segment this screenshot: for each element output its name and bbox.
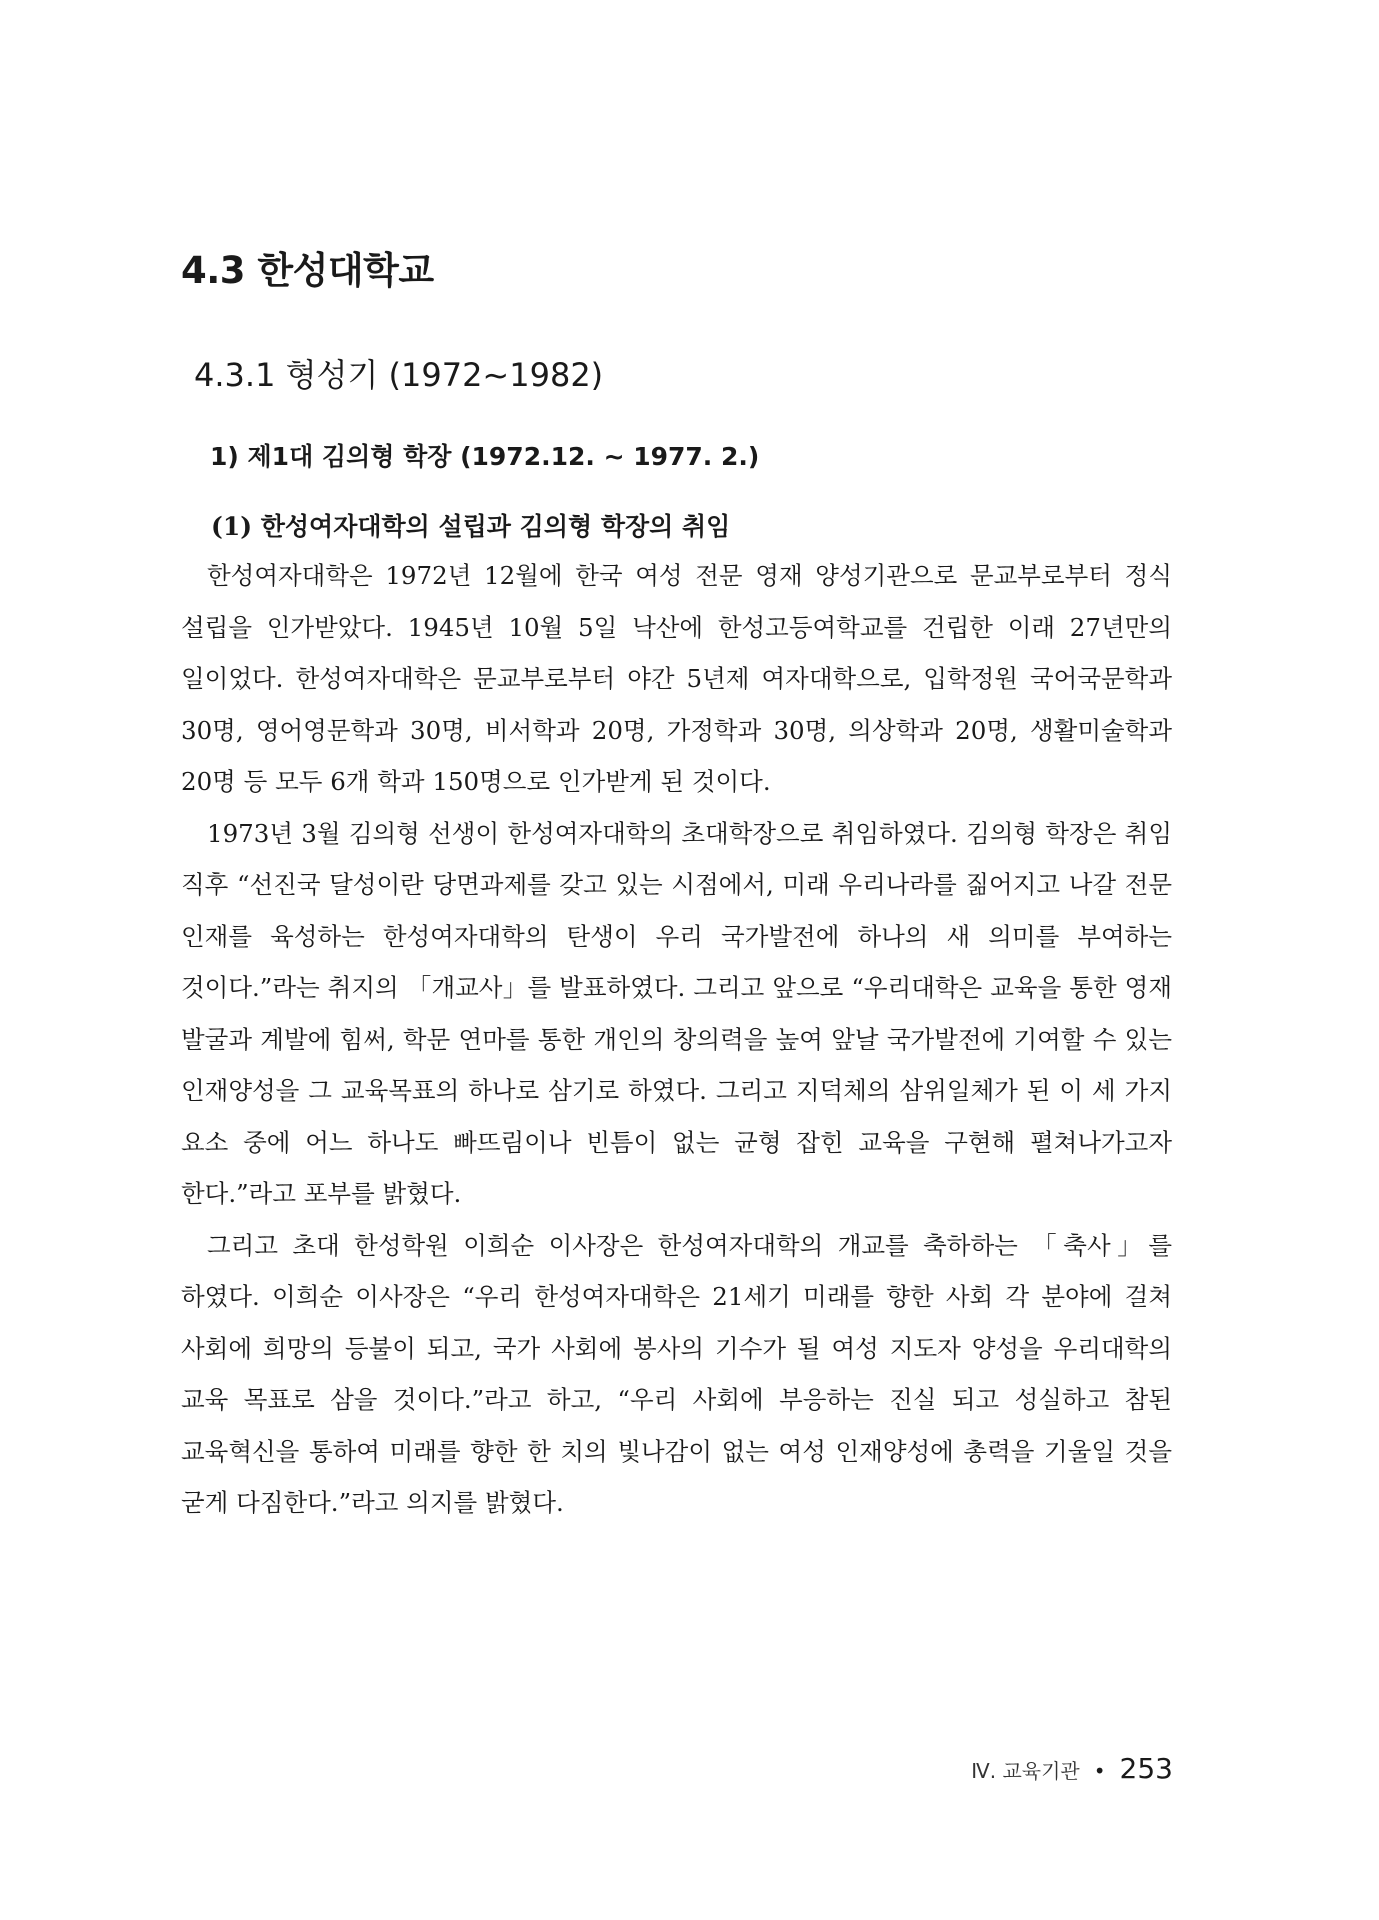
paragraph: 그리고 초대 한성학원 이희순 이사장은 한성여자대학의 개교를 축하하는 「축사」를 하였다. 이희순 이사장은 “우리 한성여자대학은 21세기 미래를 향한 사회 각 분야에 걸쳐 사회에 희망의 등불이 되고, 국가 사회에 봉사의 기수가 될 여성 지도자 양성을 우리대학의 교육 목표로 삼을 것이다.”라고 하고, “우리 사회에 부응하는 진실 되고 성실하고 참된 교육혁신을 통하여 미래를 향한 한 치의 빛나감이 없는 여성 인재양성에 총력을 기울일 것을 굳게 다짐한다.”라고 의지를 밝혔다. — [181, 1230, 1172, 1517]
footer-chapter: Ⅳ. 교육기관 — [971, 1759, 1080, 1783]
footer-separator: • — [1093, 1759, 1106, 1783]
section-title: 4.3 한성대학교 — [181, 249, 434, 292]
page-footer — [971, 1752, 1173, 1785]
body-text — [181, 550, 1172, 1529]
paragraph: 한성여자대학은 1972년 12월에 한국 여성 전문 영재 양성기관으로 문교부로부터 정식 설립을 인가받았다. 1945년 10월 5일 낙산에 한성고등여학교를 건립한 이래 27년만의 일이었다. 한성여자대학은 문교부로부터 야간 5년제 여자대학으로, 입학정원 국어국문학과 30명, 영어영문학과 30명, 비서학과 20명, 가정학과 30명, 의상학과 20명, 생활미술학과 20명 등 모두 6개 학과 150명으로 인가받게 된 것이다. — [181, 561, 1172, 796]
paragraph: 1973년 3월 김의형 선생이 한성여자대학의 초대학장으로 취임하였다. 김의형 학장은 취임 직후 “선진국 달성이란 당면과제를 갖고 있는 시점에서, 미래 우리나라를 짊어지고 나갈 전문 인재를 육성하는 한성여자대학의 탄생이 우리 국가발전에 하나의 새 의미를 부여하는 것이다.”라는 취지의 「개교사」를 발표하였다. 그리고 앞으로 “우리대학은 교육을 통한 영재 발굴과 계발에 힘써, 학문 연마를 통한 개인의 창의력을 높여 앞날 국가발전에 기여할 수 있는 인재양성을 그 교육목표의 하나로 삼기로 하였다. 그리고 지덕체의 삼위일체가 된 이 세 가지 요소 중에 어느 하나도 빠뜨림이나 빈틈이 없는 균형 잡힌 교육을 구현해 펼쳐나가고자 한다.”라고 포부를 밝혔다. — [181, 818, 1172, 1208]
page-number: 253 — [1119, 1752, 1173, 1785]
subsection-title: 4.3.1 형성기 (1972~1982) — [194, 356, 604, 394]
item-title: 1) 제1대 김의형 학장 (1972.12. ~ 1977. 2.) — [210, 442, 760, 471]
subitem-title: (1) 한성여자대학의 설립과 김의형 학장의 취임 — [211, 512, 731, 541]
